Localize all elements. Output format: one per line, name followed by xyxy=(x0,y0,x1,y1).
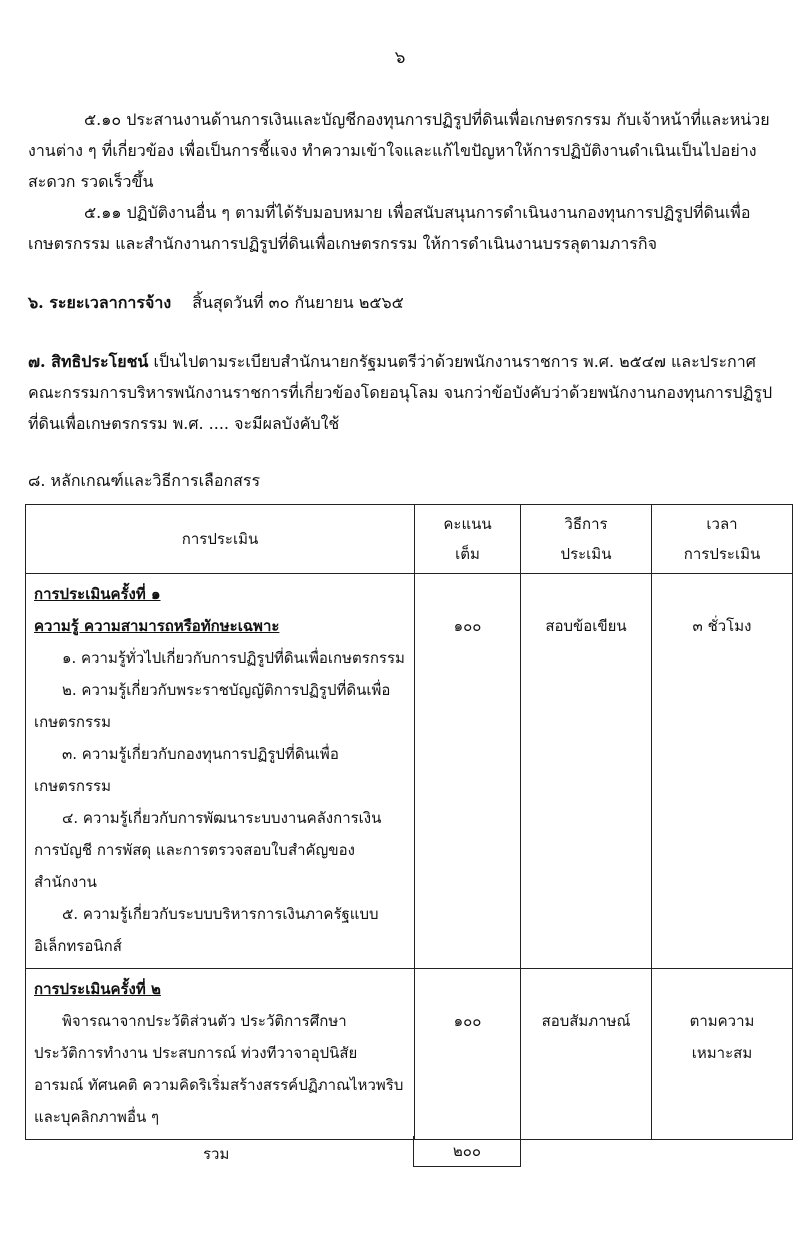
total-score: ๒๐๐ xyxy=(413,1136,521,1167)
assessment-1-item-5: ๕. ความรู้เกี่ยวกับระบบบริหารการเงินภาครัฐแบบอิเล็กทรอนิกส์ xyxy=(34,905,379,955)
assessment-1-item-3: ๓. ความรู้เกี่ยวกับกองทุนการปฏิรูปที่ดินเพื่อเกษตรกรรม xyxy=(34,745,339,795)
total-row xyxy=(25,1136,792,1168)
page-number: ๖ xyxy=(394,48,406,68)
header-score xyxy=(415,505,521,574)
selection-criteria-table xyxy=(25,504,793,1140)
assessment-2-time-line2: เหมาะสม xyxy=(691,1044,753,1062)
section-7-label: ๗. สิทธิประโยชน์ xyxy=(28,352,149,371)
assessment-1-time: ๓ ชั่วโมง xyxy=(652,574,793,969)
assessment-2-body: พิจารณาจากประวัติส่วนตัว ประวัติการศึกษาประวัติการทำงาน ประสบการณ์ ท่วงทีวาจาอุปนิสัย อารมณ์ ทัศนคติ ความคิดริเริ่มสร้างสรรค์ปฏิภาณไหวพริบและบุคลิกภาพอื่น ๆ xyxy=(34,1012,404,1126)
assessment-2-score: ๑๐๐ xyxy=(415,969,521,1140)
header-method-line1: วิธีการ xyxy=(564,515,608,533)
section-6-label: ๖. ระยะเวลาการจ้าง xyxy=(28,293,172,312)
assessment-2-method: สอบสัมภาษณ์ xyxy=(521,969,652,1140)
assessment-2-time xyxy=(652,969,793,1140)
header-time-line1: เวลา xyxy=(706,515,738,533)
assessment-1-score: ๑๐๐ xyxy=(415,574,521,969)
assessment-1-title: การประเมินครั้งที่ ๑ xyxy=(34,585,161,603)
assessment-2-time-line1: ตามความ xyxy=(689,1012,755,1030)
header-score-line1: คะแนน xyxy=(443,515,492,533)
item-5-10: ๕.๑๐ ประสานงานด้านการเงินและบัญชีกองทุนการปฏิรูปที่ดินเพื่อเกษตรกรรม กับเจ้าหน้าที่และหน่วยงานต่าง ๆ ที่เกี่ยวข้อง เพื่อเป็นการชี้แจง ทำความเข้าใจและแก้ไขปัญหาให้การปฏิบัติงานดำเนินเป็นไปอย่างสะดวก รวดเร็วขึ้น xyxy=(28,110,770,191)
assessment-1-subtitle: ความรู้ ความสามารถหรือทักษะเฉพาะ xyxy=(34,617,280,635)
table-header-row xyxy=(26,505,793,574)
header-method xyxy=(521,505,652,574)
section-7-text: เป็นไปตามระเบียบสำนักนายกรัฐมนตรีว่าด้วยพนักงานราชการ พ.ศ. ๒๕๔๗ และประกาศคณะกรรมการบริหารพนักงานราชการที่เกี่ยวข้องโดยอนุโลม จนกว่าข้อบังคับว่าด้วยพนักงานกองทุนการปฏิรูปที่ดินเพื่อเกษตรกรรม พ.ศ. .... จะมีผลบังคับใช้ xyxy=(28,352,773,433)
header-time xyxy=(652,505,793,574)
assessment-1-item-1: ๑. ความรู้ทั่วไปเกี่ยวกับการปฏิรูปที่ดินเพื่อเกษตรกรรม xyxy=(62,649,405,667)
section-6-value: สิ้นสุดวันที่ ๓๐ กันยายน ๒๕๖๕ xyxy=(192,293,404,312)
total-label: รวม xyxy=(203,1145,230,1163)
header-time-line2: การประเมิน xyxy=(683,545,761,563)
section-6 xyxy=(28,287,404,318)
assessment-2-cell xyxy=(26,969,415,1140)
assessment-1-method: สอบข้อเขียน xyxy=(521,574,652,969)
assessment-1-item-2: ๒. ความรู้เกี่ยวกับพระราชบัญญัติการปฏิรูปที่ดินเพื่อเกษตรกรรม xyxy=(34,681,391,731)
header-assessment: การประเมิน xyxy=(26,505,415,574)
assessment-1-item-4: ๔. ความรู้เกี่ยวกับการพัฒนาระบบงานคลังการเงิน การบัญชี การพัสดุ และการตรวจสอบใบสำคัญของสำนักงาน xyxy=(34,809,382,891)
assessment-2-title: การประเมินครั้งที่ ๒ xyxy=(34,980,161,998)
section-8-label: ๘. หลักเกณฑ์และวิธีการเลือกสรร xyxy=(28,471,261,490)
section-7 xyxy=(28,346,774,439)
item-5-11: ๕.๑๑ ปฏิบัติงานอื่น ๆ ตามที่ได้รับมอบหมาย เพื่อสนับสนุนการดำเนินงานกองทุนการปฏิรูปที่ดินเพื่อเกษตรกรรม และสำนักงานการปฏิรูปที่ดินเพื่อเกษตรกรรม ให้การดำเนินงานบรรลุตามภารกิจ xyxy=(28,203,751,253)
header-method-line2: ประเมิน xyxy=(560,545,612,563)
header-score-line2: เต็ม xyxy=(455,545,480,563)
table-row xyxy=(26,969,793,1140)
assessment-1-cell xyxy=(26,574,415,969)
table-row xyxy=(26,574,793,969)
